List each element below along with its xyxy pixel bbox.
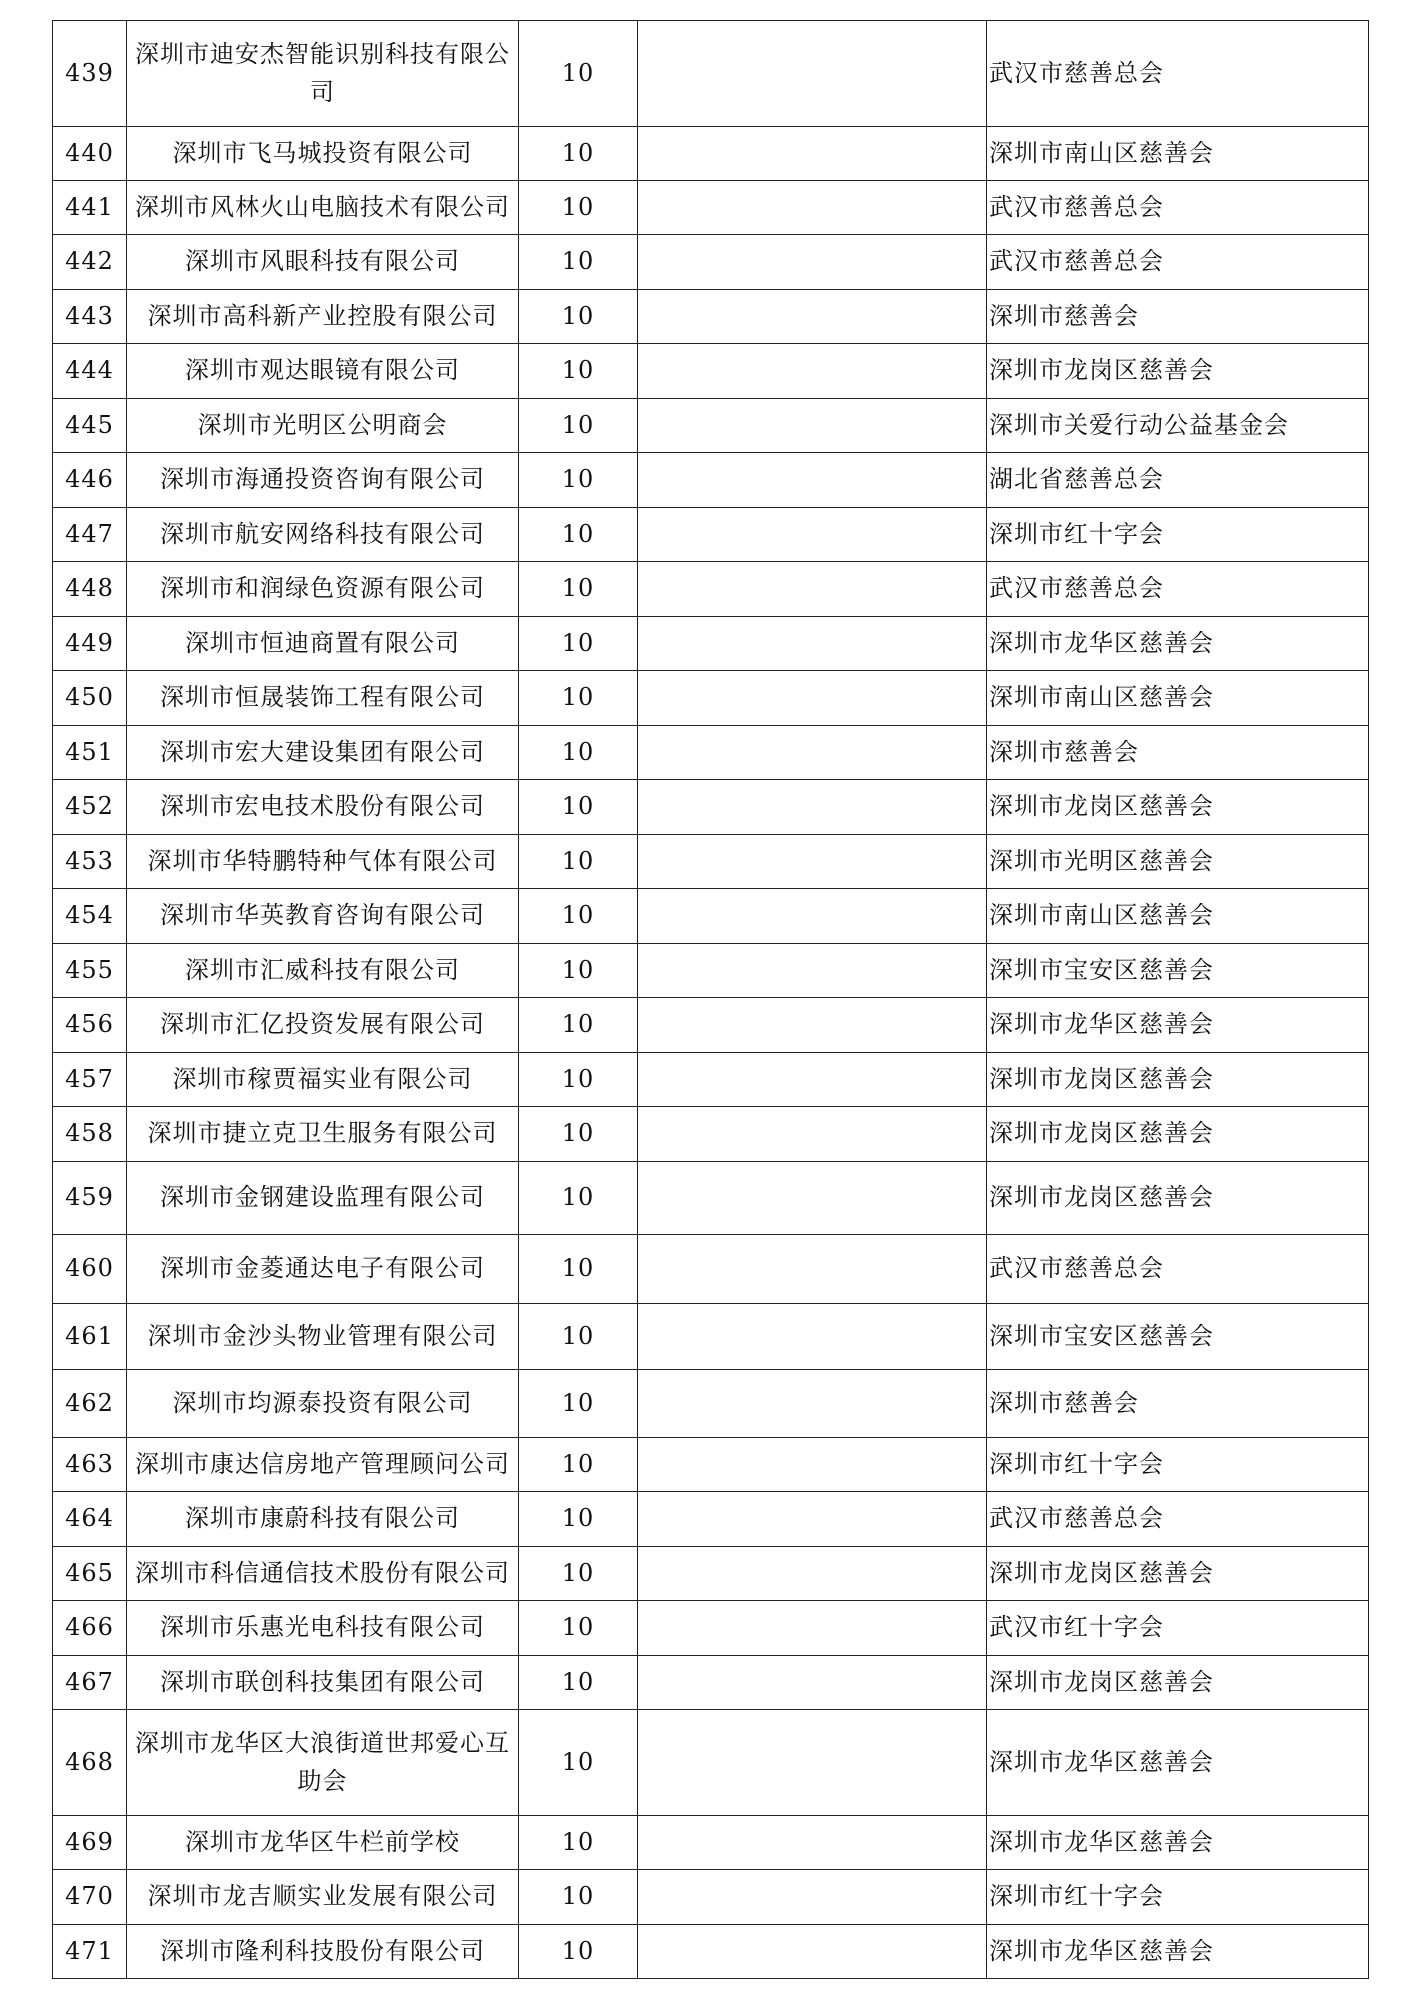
donor-name: 深圳市均源泰投资有限公司 (127, 1370, 519, 1438)
donation-table-body (53, 21, 1369, 1979)
recipient-organization: 深圳市慈善会 (987, 726, 1369, 780)
row-number: 470 (53, 1870, 127, 1925)
empty-cell (638, 1304, 987, 1370)
recipient-organization: 深圳市南山区慈善会 (987, 127, 1369, 181)
donation-amount: 10 (519, 290, 638, 344)
recipient-organization: 武汉市慈善总会 (987, 21, 1369, 127)
empty-cell (638, 726, 987, 780)
table-row (53, 344, 1369, 399)
recipient-organization: 深圳市龙华区慈善会 (987, 1816, 1369, 1870)
table-row (53, 235, 1369, 290)
row-number: 459 (53, 1162, 127, 1235)
donation-amount: 10 (519, 508, 638, 562)
donor-name: 深圳市汇亿投资发展有限公司 (127, 998, 519, 1053)
donor-name: 深圳市华英教育咨询有限公司 (127, 889, 519, 944)
recipient-organization: 深圳市慈善会 (987, 290, 1369, 344)
row-number: 452 (53, 780, 127, 835)
donation-amount: 10 (519, 1235, 638, 1304)
recipient-organization: 武汉市慈善总会 (987, 235, 1369, 290)
donation-amount: 10 (519, 562, 638, 617)
recipient-organization: 武汉市慈善总会 (987, 1235, 1369, 1304)
donation-amount: 10 (519, 181, 638, 235)
donor-name: 深圳市乐惠光电科技有限公司 (127, 1601, 519, 1656)
empty-cell (638, 1053, 987, 1107)
table-row (53, 508, 1369, 562)
recipient-organization: 武汉市慈善总会 (987, 1492, 1369, 1547)
row-number: 465 (53, 1547, 127, 1601)
row-number: 445 (53, 399, 127, 453)
table-row (53, 127, 1369, 181)
recipient-organization: 武汉市红十字会 (987, 1601, 1369, 1656)
donation-amount: 10 (519, 127, 638, 181)
row-number: 468 (53, 1710, 127, 1816)
donor-name: 深圳市飞马城投资有限公司 (127, 127, 519, 181)
donor-name: 深圳市观达眼镜有限公司 (127, 344, 519, 399)
donor-name: 深圳市迪安杰智能识别科技有限公司 (127, 21, 519, 127)
row-number: 448 (53, 562, 127, 617)
row-number: 449 (53, 617, 127, 671)
donor-name: 深圳市龙华区大浪街道世邦爱心互助会 (127, 1710, 519, 1816)
donation-amount: 10 (519, 780, 638, 835)
recipient-organization: 武汉市慈善总会 (987, 562, 1369, 617)
table-row (53, 889, 1369, 944)
row-number: 463 (53, 1438, 127, 1492)
donor-name: 深圳市高科新产业控股有限公司 (127, 290, 519, 344)
recipient-organization: 深圳市龙岗区慈善会 (987, 1107, 1369, 1162)
donation-amount: 10 (519, 399, 638, 453)
table-row (53, 1710, 1369, 1816)
empty-cell (638, 780, 987, 835)
empty-cell (638, 1547, 987, 1601)
donor-name: 深圳市康达信房地产管理顾问公司 (127, 1438, 519, 1492)
table-row (53, 1304, 1369, 1370)
row-number: 440 (53, 127, 127, 181)
table-row (53, 21, 1369, 127)
empty-cell (638, 21, 987, 127)
table-row (53, 1547, 1369, 1601)
recipient-organization: 深圳市红十字会 (987, 508, 1369, 562)
empty-cell (638, 181, 987, 235)
empty-cell (638, 235, 987, 290)
donation-amount: 10 (519, 617, 638, 671)
row-number: 469 (53, 1816, 127, 1870)
donation-amount: 10 (519, 1370, 638, 1438)
donor-name: 深圳市稼贾福实业有限公司 (127, 1053, 519, 1107)
donor-name: 深圳市宏电技术股份有限公司 (127, 780, 519, 835)
empty-cell (638, 1107, 987, 1162)
row-number: 464 (53, 1492, 127, 1547)
donor-name: 深圳市恒晟装饰工程有限公司 (127, 671, 519, 726)
empty-cell (638, 1601, 987, 1656)
recipient-organization: 深圳市南山区慈善会 (987, 889, 1369, 944)
empty-cell (638, 508, 987, 562)
row-number: 462 (53, 1370, 127, 1438)
donor-name: 深圳市联创科技集团有限公司 (127, 1656, 519, 1710)
recipient-organization: 深圳市红十字会 (987, 1870, 1369, 1925)
recipient-organization: 深圳市关爱行动公益基金会 (987, 399, 1369, 453)
donation-amount: 10 (519, 1304, 638, 1370)
donation-amount: 10 (519, 1925, 638, 1979)
row-number: 471 (53, 1925, 127, 1979)
empty-cell (638, 1492, 987, 1547)
table-row (53, 1107, 1369, 1162)
donor-name: 深圳市汇威科技有限公司 (127, 944, 519, 998)
empty-cell (638, 998, 987, 1053)
empty-cell (638, 1162, 987, 1235)
recipient-organization: 深圳市红十字会 (987, 1438, 1369, 1492)
recipient-organization: 深圳市慈善会 (987, 1370, 1369, 1438)
recipient-organization: 深圳市龙华区慈善会 (987, 998, 1369, 1053)
empty-cell (638, 399, 987, 453)
empty-cell (638, 1370, 987, 1438)
donation-amount: 10 (519, 1601, 638, 1656)
donor-name: 深圳市金沙头物业管理有限公司 (127, 1304, 519, 1370)
table-row (53, 726, 1369, 780)
donation-amount: 10 (519, 1438, 638, 1492)
donor-name: 深圳市航安网络科技有限公司 (127, 508, 519, 562)
empty-cell (638, 1870, 987, 1925)
row-number: 444 (53, 344, 127, 399)
donation-table (52, 20, 1369, 1979)
donor-name: 深圳市风眼科技有限公司 (127, 235, 519, 290)
donor-name: 深圳市隆利科技股份有限公司 (127, 1925, 519, 1979)
table-row (53, 944, 1369, 998)
recipient-organization: 深圳市龙岗区慈善会 (987, 1656, 1369, 1710)
donor-name: 深圳市宏大建设集团有限公司 (127, 726, 519, 780)
table-row (53, 290, 1369, 344)
recipient-organization: 武汉市慈善总会 (987, 181, 1369, 235)
donor-name: 深圳市科信通信技术股份有限公司 (127, 1547, 519, 1601)
table-row (53, 1656, 1369, 1710)
recipient-organization: 深圳市龙华区慈善会 (987, 1925, 1369, 1979)
donation-amount: 10 (519, 1162, 638, 1235)
donor-name: 深圳市海通投资咨询有限公司 (127, 453, 519, 508)
row-number: 447 (53, 508, 127, 562)
donor-name: 深圳市风林火山电脑技术有限公司 (127, 181, 519, 235)
row-number: 454 (53, 889, 127, 944)
donation-amount: 10 (519, 1710, 638, 1816)
donation-amount: 10 (519, 1492, 638, 1547)
empty-cell (638, 344, 987, 399)
donation-amount: 10 (519, 235, 638, 290)
empty-cell (638, 1925, 987, 1979)
row-number: 458 (53, 1107, 127, 1162)
recipient-organization: 深圳市龙岗区慈善会 (987, 344, 1369, 399)
table-row (53, 453, 1369, 508)
table-row (53, 998, 1369, 1053)
donor-name: 深圳市龙吉顺实业发展有限公司 (127, 1870, 519, 1925)
donation-amount: 10 (519, 344, 638, 399)
donation-amount: 10 (519, 1656, 638, 1710)
recipient-organization: 湖北省慈善总会 (987, 453, 1369, 508)
table-row (53, 1492, 1369, 1547)
donation-amount: 10 (519, 944, 638, 998)
row-number: 441 (53, 181, 127, 235)
row-number: 461 (53, 1304, 127, 1370)
donor-name: 深圳市捷立克卫生服务有限公司 (127, 1107, 519, 1162)
donor-name: 深圳市华特鹏特种气体有限公司 (127, 835, 519, 889)
table-row (53, 617, 1369, 671)
recipient-organization: 深圳市龙岗区慈善会 (987, 1547, 1369, 1601)
row-number: 466 (53, 1601, 127, 1656)
empty-cell (638, 1235, 987, 1304)
recipient-organization: 深圳市宝安区慈善会 (987, 1304, 1369, 1370)
table-row (53, 1162, 1369, 1235)
donor-name: 深圳市龙华区牛栏前学校 (127, 1816, 519, 1870)
table-row (53, 399, 1369, 453)
recipient-organization: 深圳市龙岗区慈善会 (987, 1162, 1369, 1235)
recipient-organization: 深圳市龙岗区慈善会 (987, 780, 1369, 835)
table-row (53, 671, 1369, 726)
donor-name: 深圳市恒迪商置有限公司 (127, 617, 519, 671)
row-number: 467 (53, 1656, 127, 1710)
donation-amount: 10 (519, 1816, 638, 1870)
table-row (53, 1601, 1369, 1656)
empty-cell (638, 127, 987, 181)
table-row (53, 1053, 1369, 1107)
table-row (53, 1925, 1369, 1979)
recipient-organization: 深圳市宝安区慈善会 (987, 944, 1369, 998)
recipient-organization: 深圳市光明区慈善会 (987, 835, 1369, 889)
row-number: 439 (53, 21, 127, 127)
recipient-organization: 深圳市龙华区慈善会 (987, 617, 1369, 671)
row-number: 456 (53, 998, 127, 1053)
donor-name: 深圳市金菱通达电子有限公司 (127, 1235, 519, 1304)
empty-cell (638, 1656, 987, 1710)
table-row (53, 181, 1369, 235)
empty-cell (638, 1816, 987, 1870)
donation-amount: 10 (519, 998, 638, 1053)
donor-name: 深圳市康蔚科技有限公司 (127, 1492, 519, 1547)
empty-cell (638, 453, 987, 508)
recipient-organization: 深圳市龙岗区慈善会 (987, 1053, 1369, 1107)
donor-name: 深圳市光明区公明商会 (127, 399, 519, 453)
empty-cell (638, 1710, 987, 1816)
donor-name: 深圳市金钢建设监理有限公司 (127, 1162, 519, 1235)
table-row (53, 1870, 1369, 1925)
donation-amount: 10 (519, 21, 638, 127)
table-row (53, 562, 1369, 617)
donation-amount: 10 (519, 1053, 638, 1107)
recipient-organization: 深圳市龙华区慈善会 (987, 1710, 1369, 1816)
donation-amount: 10 (519, 1547, 638, 1601)
donation-amount: 10 (519, 1107, 638, 1162)
donation-amount: 10 (519, 835, 638, 889)
row-number: 455 (53, 944, 127, 998)
row-number: 442 (53, 235, 127, 290)
donor-name: 深圳市和润绿色资源有限公司 (127, 562, 519, 617)
donation-amount: 10 (519, 1870, 638, 1925)
row-number: 451 (53, 726, 127, 780)
empty-cell (638, 671, 987, 726)
table-row (53, 780, 1369, 835)
table-row (53, 1438, 1369, 1492)
empty-cell (638, 835, 987, 889)
row-number: 450 (53, 671, 127, 726)
empty-cell (638, 889, 987, 944)
table-row (53, 1235, 1369, 1304)
donation-amount: 10 (519, 889, 638, 944)
donation-amount: 10 (519, 453, 638, 508)
row-number: 443 (53, 290, 127, 344)
empty-cell (638, 290, 987, 344)
empty-cell (638, 1438, 987, 1492)
empty-cell (638, 944, 987, 998)
row-number: 446 (53, 453, 127, 508)
donation-amount: 10 (519, 671, 638, 726)
empty-cell (638, 617, 987, 671)
row-number: 457 (53, 1053, 127, 1107)
row-number: 453 (53, 835, 127, 889)
table-row (53, 835, 1369, 889)
donation-amount: 10 (519, 726, 638, 780)
table-row (53, 1816, 1369, 1870)
empty-cell (638, 562, 987, 617)
recipient-organization: 深圳市南山区慈善会 (987, 671, 1369, 726)
table-row (53, 1370, 1369, 1438)
row-number: 460 (53, 1235, 127, 1304)
